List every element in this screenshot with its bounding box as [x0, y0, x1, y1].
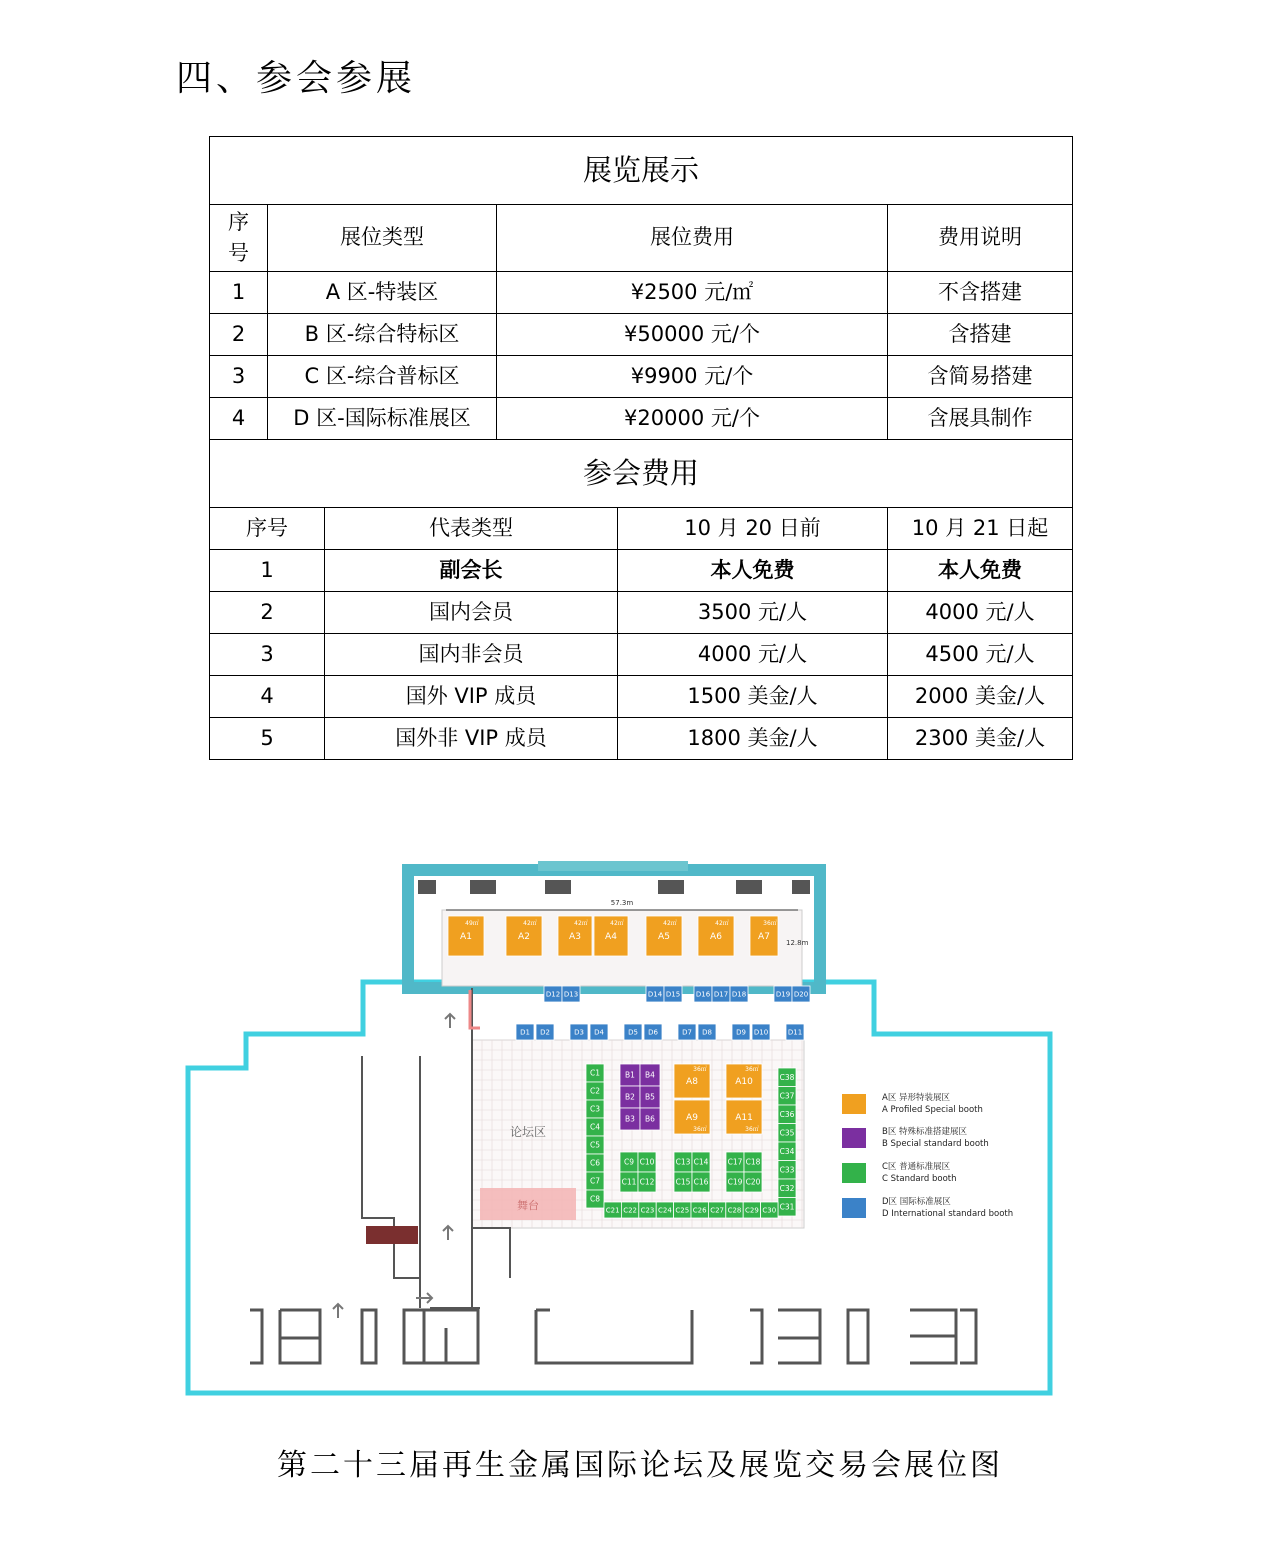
header-booth-type: 展位类型 — [268, 205, 497, 272]
booth-d1-label: D1 — [520, 1028, 530, 1037]
section-heading: 四、参会参展 — [176, 58, 417, 99]
booth-a9-label: A9 — [686, 1113, 698, 1124]
booth-c31-label: C31 — [779, 1202, 795, 1212]
booth-c13-label: C13 — [675, 1157, 691, 1167]
booth-c30-label: C30 — [762, 1206, 777, 1215]
booth-c25-label: C25 — [675, 1206, 690, 1215]
header-late-fee: 10 月 21 日起 — [888, 508, 1073, 550]
booth-c9-label: C9 — [623, 1157, 635, 1167]
booth-c18-label: C18 — [745, 1157, 761, 1167]
header-early-fee: 10 月 20 日前 — [618, 508, 888, 550]
booth-b5-label: B5 — [645, 1092, 655, 1102]
table-row: 4 D 区-国际标准展区 ¥20000 元/个 含展具制作 — [210, 398, 1073, 440]
attendance-title: 参会费用 — [210, 440, 1073, 508]
table-row: 4 国外 VIP 成员 1500 美金/人 2000 美金/人 — [210, 676, 1073, 718]
booth-a5-label: A5 — [658, 932, 670, 943]
table-row: 1 副会长 本人免费 本人免费 — [210, 550, 1073, 592]
legend-d-zh: D区 国际标准展区 — [882, 1197, 951, 1207]
booth-c17-label: C17 — [727, 1157, 743, 1167]
bottom-rooms — [250, 1310, 976, 1363]
booth-d6-label: D6 — [648, 1028, 658, 1037]
booth-c11-label: C11 — [621, 1177, 637, 1187]
booth-d11-label: D11 — [787, 1028, 803, 1037]
header-booth-fee: 展位费用 — [497, 205, 888, 272]
booth-d16-label: D16 — [695, 990, 711, 999]
legend-b-en: B Special standard booth — [882, 1139, 989, 1149]
legend-swatch-b — [842, 1128, 866, 1148]
booth-c27-label: C27 — [710, 1206, 724, 1215]
north-hall-cap — [538, 861, 688, 871]
booth-c35-label: C35 — [779, 1128, 795, 1138]
booth-c16-label: C16 — [693, 1177, 709, 1187]
floor-plan — [180, 858, 1060, 1403]
header-delegate-type: 代表类型 — [325, 508, 618, 550]
legend-c-en: C Standard booth — [882, 1174, 957, 1184]
table-row: 2 B 区-综合特标区 ¥50000 元/个 含搭建 — [210, 314, 1073, 356]
booth-c5-label: C5 — [589, 1140, 601, 1150]
table-row: 3 国内非会员 4000 元/人 4500 元/人 — [210, 634, 1073, 676]
legend-d-en: D International standard booth — [882, 1209, 1014, 1219]
direction-arrow — [445, 1014, 455, 1028]
booth-a6-area: 42㎡ — [715, 920, 729, 927]
legend-c-zh: C区 普通标准展区 — [882, 1162, 951, 1172]
booth-a5-area: 42㎡ — [663, 920, 677, 927]
booth-c34-label: C34 — [779, 1146, 795, 1156]
table-row: 2 国内会员 3500 元/人 4000 元/人 — [210, 592, 1073, 634]
forum-label: 论坛区 — [509, 1125, 547, 1139]
booth-c12-label: C12 — [639, 1177, 655, 1187]
booth-d8-label: D8 — [702, 1028, 712, 1037]
booth-a4-label: A4 — [605, 932, 617, 943]
booth-c1-label: C1 — [589, 1068, 601, 1078]
booth-a1-label: A1 — [460, 932, 472, 943]
booth-d19-label: D19 — [775, 990, 791, 999]
dark-block — [366, 1226, 418, 1244]
booth-d15-label: D15 — [665, 990, 681, 999]
legend-swatch-a — [842, 1094, 866, 1114]
booth-a1-area: 49㎡ — [465, 920, 479, 927]
booth-a10-label: A10 — [735, 1077, 753, 1088]
depth-dimension: 12.8m — [786, 939, 809, 947]
booth-c28-label: C28 — [727, 1206, 742, 1215]
legend — [842, 1092, 1013, 1219]
booth-a2-area: 42㎡ — [523, 920, 537, 927]
booth-c20-label: C20 — [745, 1177, 761, 1187]
stage-label: 舞台 — [517, 1199, 539, 1212]
booth-c24-label: C24 — [658, 1206, 672, 1215]
booth-c2-label: C2 — [589, 1086, 601, 1096]
booth-a7-area: 36㎡ — [763, 920, 777, 927]
booth-c6-label: C6 — [589, 1158, 601, 1168]
booth-c23-label: C23 — [640, 1206, 655, 1215]
booth-c36-label: C36 — [779, 1109, 795, 1119]
booth-a10-area: 36㎡ — [745, 1066, 759, 1073]
booth-d13-label: D13 — [563, 990, 579, 999]
booth-c10-label: C10 — [639, 1157, 655, 1167]
booth-d5-label: D5 — [628, 1028, 638, 1037]
booth-b6-label: B6 — [645, 1114, 655, 1124]
header-fee-note: 费用说明 — [888, 205, 1073, 272]
booth-a11-area: 36㎡ — [745, 1126, 759, 1133]
booth-a8-label: A8 — [686, 1077, 698, 1088]
booth-c37-label: C37 — [779, 1091, 795, 1101]
booth-d20-label: D20 — [793, 990, 809, 999]
floor-plan-caption: 第二十三届再生金属国际论坛及展览交易会展位图 — [277, 1448, 1003, 1483]
legend-swatch-d — [842, 1198, 866, 1218]
booth-d17-label: D17 — [713, 990, 729, 999]
booth-c19-label: C19 — [727, 1177, 743, 1187]
booth-c33-label: C33 — [779, 1165, 795, 1175]
table-row: 1 A 区-特装区 ¥2500 元/㎡ 不含搭建 — [210, 272, 1073, 314]
booth-a9-area: 36㎡ — [693, 1126, 707, 1133]
booth-a6-label: A6 — [710, 932, 722, 943]
booth-c22-label: C22 — [623, 1206, 637, 1215]
legend-a-zh: A区 异形特装展区 — [882, 1093, 951, 1103]
booth-a11-label: A11 — [735, 1113, 753, 1124]
legend-b-zh: B区 特殊标准搭建展区 — [882, 1127, 968, 1137]
booth-c3-label: C3 — [589, 1104, 601, 1114]
header-index: 序号 — [210, 205, 268, 272]
booth-a3-label: A3 — [569, 932, 581, 943]
booth-a8-area: 36㎡ — [693, 1066, 707, 1073]
table-row: 5 国外非 VIP 成员 1800 美金/人 2300 美金/人 — [210, 718, 1073, 760]
legend-swatch-c — [842, 1163, 866, 1183]
booth-c29-label: C29 — [745, 1206, 759, 1215]
booth-d14-label: D14 — [647, 990, 663, 999]
booth-d10-label: D10 — [753, 1028, 769, 1037]
entrance-marker — [470, 990, 480, 1028]
booth-c4-label: C4 — [589, 1122, 601, 1132]
booth-c8-label: C8 — [589, 1194, 601, 1204]
north-pillars — [418, 880, 810, 894]
fee-table — [209, 136, 1073, 760]
booth-c15-label: C15 — [675, 1177, 691, 1187]
direction-arrow — [443, 1226, 453, 1240]
booth-a7-label: A7 — [758, 932, 770, 943]
booth-c7-label: C7 — [589, 1176, 601, 1186]
booth-c38-label: C38 — [779, 1072, 795, 1082]
exhibition-title: 展览展示 — [210, 137, 1073, 205]
booth-a4-area: 42㎡ — [610, 920, 624, 927]
header-index: 序号 — [210, 508, 325, 550]
booth-d2-label: D2 — [540, 1028, 550, 1037]
booth-b2-label: B2 — [625, 1092, 635, 1102]
booth-c26-label: C26 — [692, 1206, 707, 1215]
booth-b3-label: B3 — [625, 1114, 635, 1124]
booth-b1-label: B1 — [625, 1070, 635, 1080]
width-dimension: 57.3m — [610, 899, 634, 907]
booth-c21-label: C21 — [605, 1206, 620, 1215]
booth-d3-label: D3 — [574, 1028, 584, 1037]
booth-a2-label: A2 — [518, 932, 530, 943]
booth-a3-area: 42㎡ — [574, 920, 588, 927]
table-row: 3 C 区-综合普标区 ¥9900 元/个 含简易搭建 — [210, 356, 1073, 398]
legend-a-en: A Profiled Special booth — [882, 1105, 983, 1115]
booth-d9-label: D9 — [736, 1028, 746, 1037]
booth-d4-label: D4 — [594, 1028, 604, 1037]
booth-d7-label: D7 — [682, 1028, 692, 1037]
booth-c14-label: C14 — [693, 1157, 709, 1167]
booth-d12-label: D12 — [545, 990, 561, 999]
direction-arrow — [333, 1304, 343, 1318]
booth-c32-label: C32 — [779, 1183, 795, 1193]
booth-d18-label: D18 — [731, 990, 747, 999]
direction-arrow — [416, 1293, 432, 1303]
booth-b4-label: B4 — [645, 1070, 655, 1080]
